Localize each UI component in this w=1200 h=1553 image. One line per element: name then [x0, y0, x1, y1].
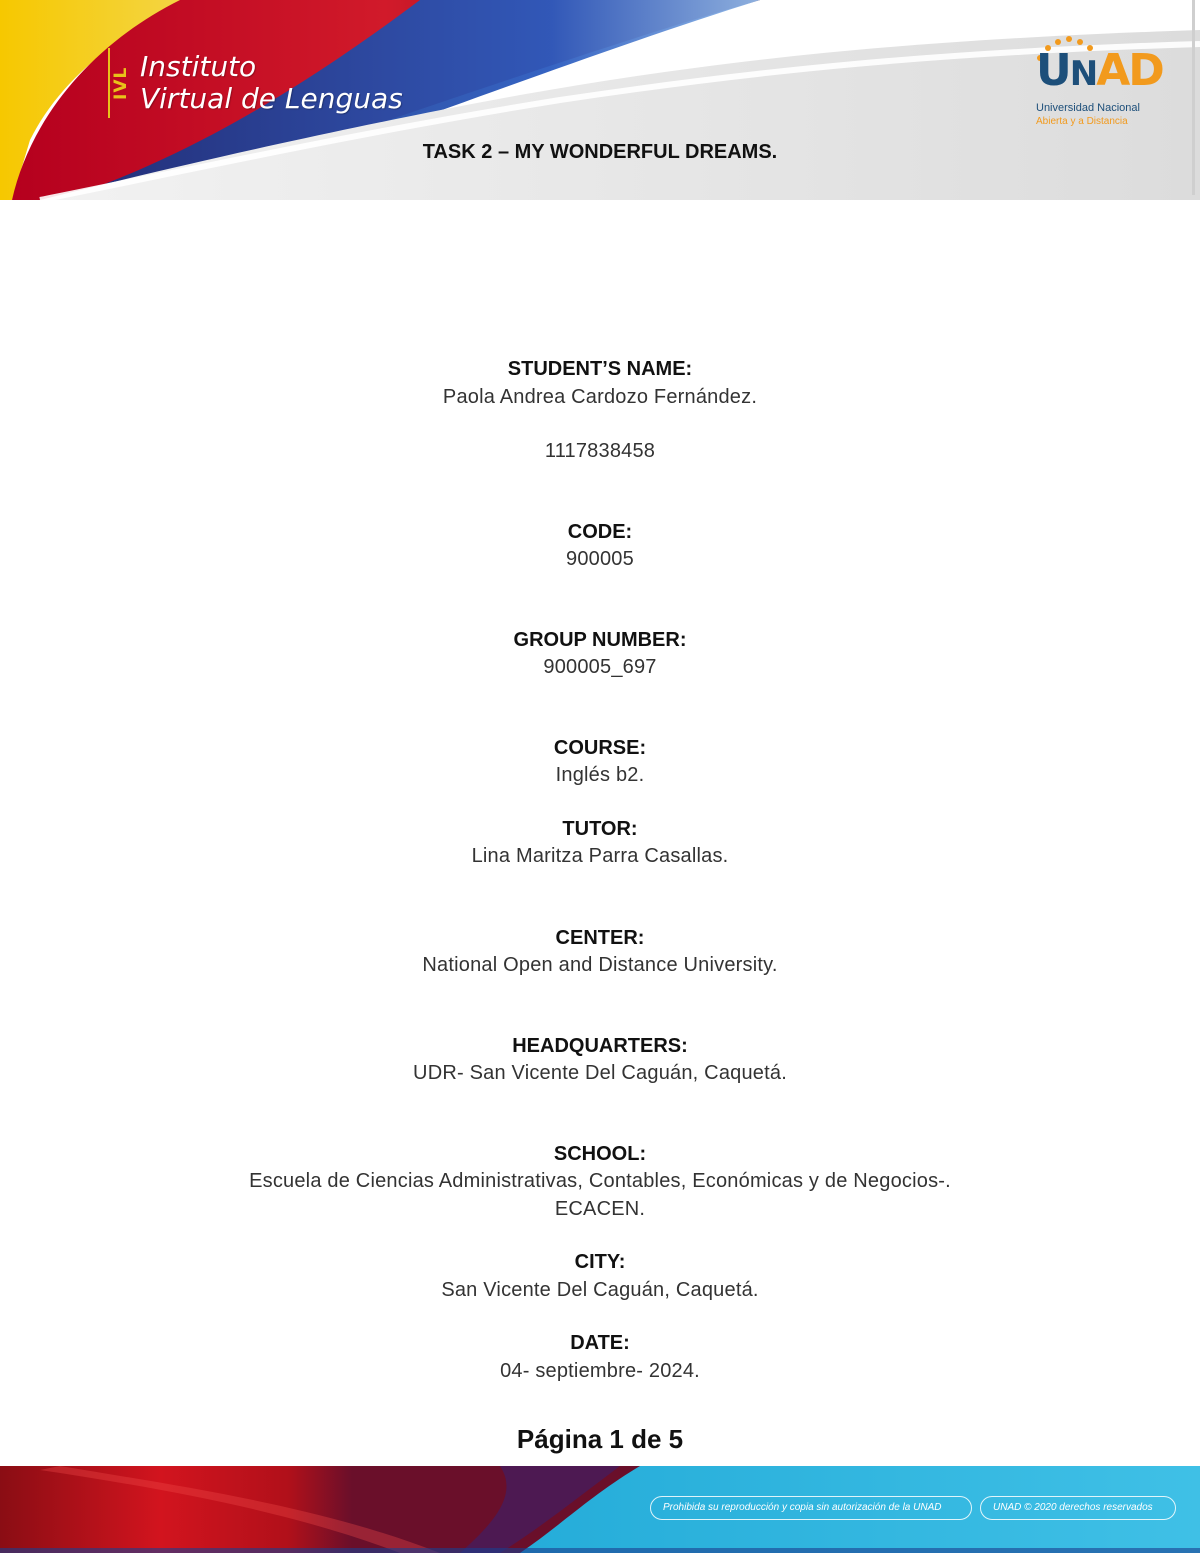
group-number-value: 900005_697: [543, 656, 657, 678]
school-label: SCHOOL:: [553, 1143, 647, 1165]
center-value: National Open and Distance University.: [422, 954, 778, 976]
ivl-title-line2: Virtual de Lenguas: [140, 82, 403, 115]
header-banner: [0, 0, 1200, 200]
unad-subtitle-1: Universidad Nacional: [1036, 102, 1140, 114]
center-label: CENTER:: [555, 927, 645, 949]
code-label: CODE:: [567, 521, 633, 543]
headquarters-value: UDR- San Vicente Del Caguán, Caquetá.: [413, 1062, 787, 1084]
student-id-value: 1117838458: [544, 440, 656, 462]
unad-letter-n: N: [1069, 54, 1097, 94]
unad-letters-ad: AD: [1096, 45, 1163, 96]
unad-logo: [1030, 34, 1163, 134]
date-label: DATE:: [570, 1332, 630, 1354]
footer-banner: [0, 1466, 1200, 1553]
group-number-label: GROUP NUMBER:: [513, 629, 687, 651]
student-name-value: Paola Andrea Cardozo Fernández.: [442, 386, 758, 408]
school-value-line1: Escuela de Ciencias Administrativas, Contables, Económicas y de Negocios-.: [249, 1170, 951, 1192]
school-value-line2: ECACEN.: [554, 1198, 646, 1220]
unad-subtitle-2: Abierta y a Distancia: [1036, 116, 1128, 127]
page-number: Página 1 de 5: [516, 1424, 684, 1454]
student-name-label: STUDENT’S NAME:: [507, 358, 693, 380]
city-value: San Vicente Del Caguán, Caquetá.: [441, 1279, 759, 1301]
footer-notice: Prohibida su reproducción y copia sin autorización de la UNAD: [650, 1496, 972, 1520]
course-label: COURSE:: [553, 737, 647, 759]
tutor-value: Lina Maritza Parra Casallas.: [471, 845, 729, 867]
date-value: 04- septiembre- 2024.: [500, 1360, 700, 1382]
headquarters-label: HEADQUARTERS:: [512, 1035, 688, 1057]
document-title: TASK 2 – MY WONDERFUL DREAMS.: [422, 141, 778, 163]
footer-copyright: UNAD © 2020 derechos reservados: [980, 1496, 1176, 1520]
city-label: CITY:: [574, 1251, 626, 1273]
code-value: 900005: [566, 548, 634, 570]
ivl-mark: IVL: [108, 48, 134, 118]
course-value: Inglés b2.: [555, 764, 645, 786]
tutor-label: TUTOR:: [562, 818, 638, 840]
ivl-title-line1: Instituto: [140, 50, 257, 83]
unad-letter-u: U: [1036, 45, 1070, 96]
unad-wordmark: [1036, 46, 1163, 99]
